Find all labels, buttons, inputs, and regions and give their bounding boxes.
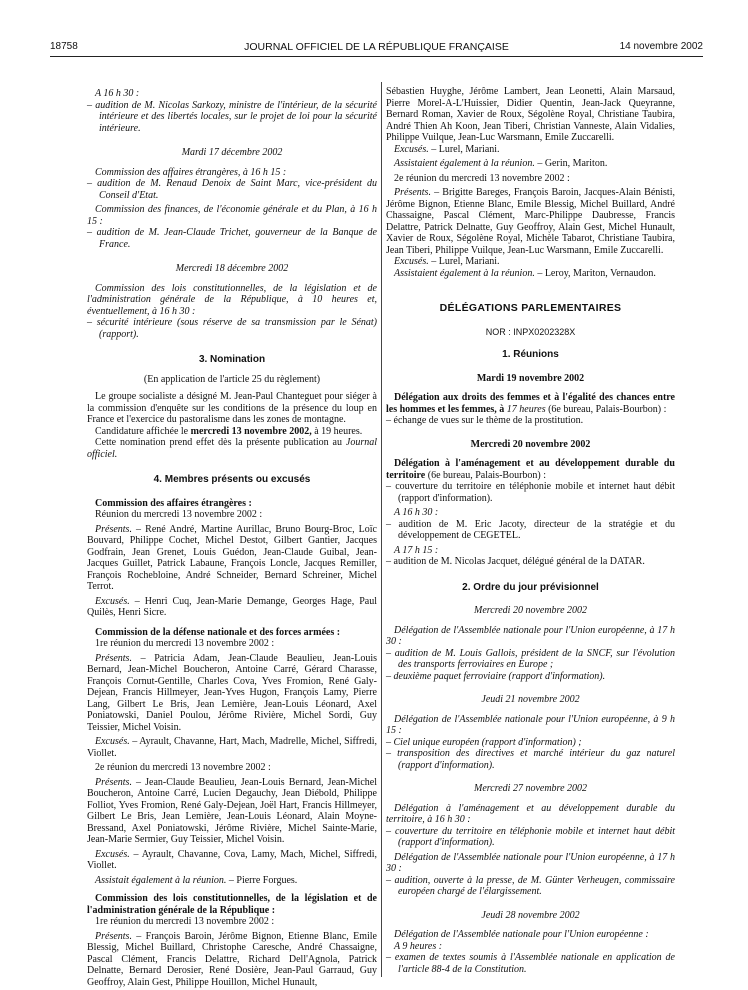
delegation-line: Délégation de l'Assemblée nationale pour l'Union européenne, à 17 h 30 : xyxy=(386,851,675,874)
commission-title: Commission de la défense nationale et des forces armées : xyxy=(95,626,341,638)
time-line: A 9 heures : xyxy=(394,940,443,952)
excused-list: Excusés. – Lurel, Mariani. xyxy=(394,256,500,267)
agenda-item: – couverture du territoire en téléphonie mobile et internet haut débit (rapport d'information). xyxy=(386,481,675,504)
meeting-line: 2e réunion du mercredi 13 novembre 2002 : xyxy=(394,172,570,184)
commission-title: Commission des lois constitutionnelles, de la législation et de l'administration générale de la République : xyxy=(87,893,377,916)
meeting-line: Réunion du mercredi 13 novembre 2002 : xyxy=(95,509,263,520)
journal-title: JOURNAL OFFICIEL DE LA RÉPUBLIQUE FRANÇAISE xyxy=(244,41,509,53)
candidature-paragraph: Candidature affichée le mercredi 13 novembre 2002, à 19 heures. xyxy=(95,425,363,437)
section-title-agenda: 2. Ordre du jour prévisionnel xyxy=(462,581,599,593)
present-list: Présents. – François Baroin, Jérôme Bignon, Etienne Blanc, Emile Blessig, Michel Buillard, Christophe Caresche, André Chassaigne, Pascal Clément, Francis Delattre, Richard Dell'Agnola, Patrick Delnatte, Bernard Derosier, René Dosière, Jean-Paul Garraud, Guy Geoffroy, Alain Gest, Philippe Houillon, Michel Hunault, xyxy=(87,930,377,988)
delegation-line: Délégation de l'Assemblée nationale pour l'Union européenne : xyxy=(394,929,649,940)
date-heading: Mercredi 20 novembre 2002 xyxy=(473,605,588,616)
agenda-item: – sécurité intérieure (sous réserve de sa transmission par le Sénat) (rapport). xyxy=(87,317,377,340)
present-list-continued: Sébastien Huyghe, Jérôme Lambert, Jean Leonetti, Alain Marsaud, Pierre Morel-A-L'Huissier, Didier Quentin, Jean-Jack Queyranne, Bernard Roman, Xavier de Roux, Ségolène Royal, Christiane Taubira, André Thien Ah Koon, Jean Tiberi, Christian Vanneste, Alain Vidalies, Philippe Vuilque, Jean-Luc Warsmann, Emile Zuccarelli. xyxy=(386,86,675,143)
column-divider xyxy=(381,82,382,977)
date-heading: Mercredi 20 novembre 2002 xyxy=(470,438,591,450)
date-heading: Mercredi 27 novembre 2002 xyxy=(473,783,588,794)
agenda-item: – audition de M. Nicolas Sarkozy, ministre de l'intérieur, de la sécurité intérieure et des libertés locales, sur le projet de loi pour la sécurité intérieure. xyxy=(87,99,377,134)
commission-line: Commission des finances, de l'économie générale et du Plan, à 16 h 15 : xyxy=(87,204,377,227)
section-title-nomination: 3. Nomination xyxy=(198,354,266,365)
present-list: Présents. – René André, Martine Aurillac, Bruno Bourg-Broc, Loïc Bouvard, Philippe Cochet, Michel Destot, Gilbert Gantier, Jacques Godfrain, Jean Grenet, Louis Guédon, Jean-Claude Guibal, Jean-Jacques Guillet, Patrick Labaune, François Loncle, Jacques Remiller, François Rochebloine, André Schneider, Bernard Schreiner, Michel Terrot. xyxy=(87,523,377,592)
commission-title: Commission des affaires étrangères : xyxy=(95,497,252,509)
date-heading: Jeudi 21 novembre 2002 xyxy=(481,694,580,705)
agenda-item: – audition de M. Nicolas Jacquet, délégué général de la DATAR. xyxy=(386,556,645,567)
agenda-item: – transposition des directives et marché intérieur du gaz naturel (rapport d'information). xyxy=(386,748,675,771)
agenda-item: – échange de vues sur le thème de la prostitution. xyxy=(386,415,584,426)
date-heading: Mercredi 18 décembre 2002 xyxy=(175,263,289,274)
nor-reference: NOR : INPX0202328X xyxy=(485,326,576,337)
excused-list: Excusés. – Lurel, Mariani. xyxy=(394,143,500,155)
date-heading: Jeudi 28 novembre 2002 xyxy=(481,909,580,921)
delegation-line: Délégation aux droits des femmes et à l'égalité des chances entre les hommes et les femmes, à 17 heures (6e bureau, Palais-Bourbon) : xyxy=(386,392,675,415)
excused-list: Excusés. – Ayrault, Chavanne, Cova, Lamy, Mach, Michel, Siffredi, Viollet. xyxy=(87,848,377,871)
agenda-item: – audition de M. Eric Jacoty, directeur de la stratégie et du développement de CEGETEL. xyxy=(386,518,675,541)
present-list: Présents. – Brigitte Bareges, François Baroin, Jacques-Alain Bénisti, Jérôme Bignon, Etienne Blanc, Emile Blessig, Michel Buillard, André Chassaigne, Pascal Clément, Marc-Philippe Daubresse, Francis Delattre, Patrick Delnatte, Guy Geoffroy, Alain Gest, Michel Hunault, Xavier de Roux, Ségolène Royal, Michèle Tabarot, Christiane Taubira, Jean Tiberi, Philippe Vuilque, Jean-Luc Warsmann, Emile Zuccarelli. xyxy=(386,187,675,256)
attendee-line: Assistait également à la réunion. – Pierre Forgues. xyxy=(95,874,298,886)
effect-paragraph: Cette nomination prend effet dès la présente publication au Journal officiel. xyxy=(87,437,378,460)
date-heading: Mardi 17 décembre 2002 xyxy=(181,147,283,158)
attendee-line: Assistaient également à la réunion. – Leroy, Mariton, Vernaudon. xyxy=(394,267,656,279)
agenda-item: – audition, ouverte à la presse, de M. Günter Verheugen, commissaire européen chargé de l'élargissement. xyxy=(386,874,675,897)
agenda-item: – audition de M. Jean-Claude Trichet, gouverneur de la Banque de France. xyxy=(87,227,377,250)
agenda-item: – couverture du territoire en téléphonie mobile et internet haut débit (rapport d'information). xyxy=(386,825,675,848)
present-list: Présents. – Jean-Claude Beaulieu, Jean-Louis Bernard, Jean-Michel Boucheron, Antoine Carré, Lucien Degauchy, Jean Diébold, Philippe Folliot, Yves Fromion, René Galy-Dejean, Joël Hart, Francis Hillmeyer, Gilbert Le Bris, Jean Lemière, Jean-Louis Léonard, Alain Moyne-Bressand, Axel Poniatowski, Jérôme Rivière, Michel Sainte-Marie, Jean-Marie Sermier, Guy Teissier, Michel Voisin. xyxy=(87,776,377,845)
time-line: A 17 h 15 : xyxy=(394,544,439,556)
delegation-line: Délégation à l'aménagement et au développement durable du territoire (6e bureau, Palais-Bourbon) : xyxy=(386,458,675,481)
time-line: A 16 h 30 : xyxy=(394,507,439,518)
excused-list: Excusés. – Ayrault, Chavanne, Hart, Mach, Madrelle, Michel, Siffredi, Viollet. xyxy=(87,736,377,759)
issue-date: 14 novembre 2002 xyxy=(619,41,703,52)
delegation-line: Délégation de l'Assemblée nationale pour l'Union européenne, à 9 h 15 : xyxy=(386,713,675,736)
date-heading: Mardi 19 novembre 2002 xyxy=(476,372,585,384)
agenda-item: – audition de M. Renaud Denoix de Saint Marc, vice-président du Conseil d'Etat. xyxy=(87,178,377,201)
delegation-line: Délégation de l'Assemblée nationale pour l'Union européenne, à 17 h 30 : xyxy=(386,624,675,647)
section-title-delegations: DÉLÉGATIONS PARLEMENTAIRES xyxy=(439,302,622,314)
agenda-item: – audition de M. Louis Gallois, président de la SNCF, sur l'évolution des transports ferroviaires en Europe ; xyxy=(386,647,675,670)
section-subtitle: (En application de l'article 25 du règlement) xyxy=(143,373,321,385)
commission-line: Commission des affaires étrangères, à 16 h 15 : xyxy=(95,166,287,178)
page-header xyxy=(50,40,703,57)
section-title-reunions: 1. Réunions xyxy=(502,349,559,360)
present-list: Présents. – Patricia Adam, Jean-Claude Beaulieu, Jean-Louis Bernard, Jean-Michel Boucheron, Antoine Carré, Gérard Charasse, François Cornut-Gentille, Charles Cova, Yves Fromion, René Galy-Dejean, Francis Hillmeyer, Jean-Yves Hugon, François Lamy, Pierre Lang, Gilbert Le Bris, Jean Lemière, Jean-Louis Léonard, Axel Poniatowski, Daniel Poulou, Jérôme Rivière, Michel Sordi, Guy Teissier, Michel Voisin. xyxy=(87,652,377,733)
time-line: A 16 h 30 : xyxy=(95,88,140,99)
agenda-item: – Ciel unique européen (rapport d'information) ; xyxy=(386,736,582,748)
agenda-item: – examen de textes soumis à l'Assemblée nationale en application de l'article 88-4 de la Constitution. xyxy=(386,952,675,975)
agenda-item: – deuxième paquet ferroviaire (rapport d'information). xyxy=(386,670,606,682)
right-column xyxy=(386,86,675,975)
meeting-line: 2e réunion du mercredi 13 novembre 2002 : xyxy=(95,762,271,773)
excused-list: Excusés. – Henri Cuq, Jean-Marie Demange, Georges Hage, Paul Quilès, Henri Sicre. xyxy=(87,595,377,618)
commission-line: Commission des lois constitutionnelles, de la législation et de l'administration générale de la République, à 10 heures et, éventuellement, à 16 h 30 : xyxy=(87,282,377,317)
attendee-line: Assistaient également à la réunion. – Gerin, Mariton. xyxy=(394,158,608,169)
delegation-line: Délégation à l'aménagement et au développement durable du territoire, à 16 h 30 : xyxy=(386,802,675,825)
nomination-paragraph: Le groupe socialiste a désigné M. Jean-Paul Chanteguet pour siéger à la commission d'enquête sur les conditions de la présence du loup en France et l'exercice du pastoralisme dans les zones de montagne. xyxy=(87,391,377,425)
page-number: 18758 xyxy=(50,41,78,52)
left-column xyxy=(87,88,377,988)
meeting-line: 1re réunion du mercredi 13 novembre 2002 : xyxy=(95,916,275,927)
meeting-line: 1re réunion du mercredi 13 novembre 2002 : xyxy=(95,638,275,649)
section-title-members: 4. Membres présents ou excusés xyxy=(153,474,311,485)
